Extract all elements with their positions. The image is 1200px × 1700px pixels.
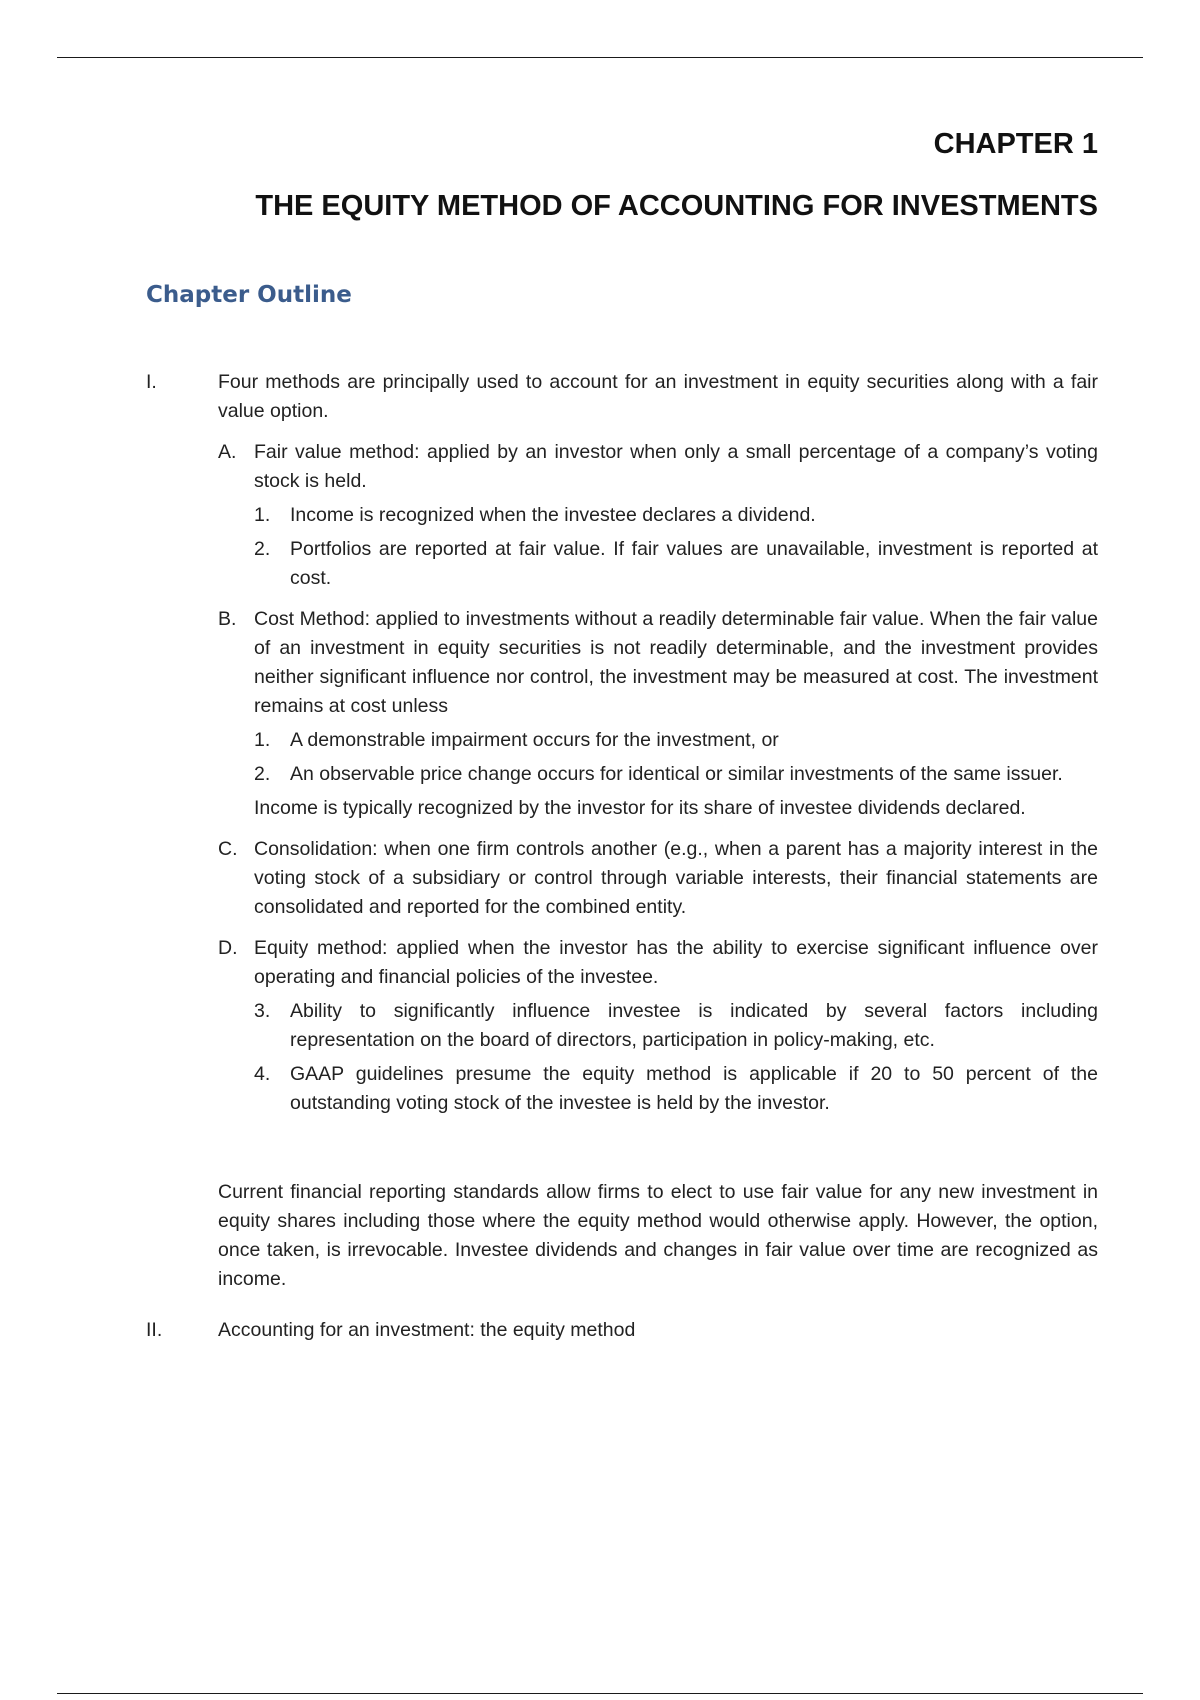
list-item	[254, 997, 1098, 1055]
section-heading-text: Accounting for an investment: the equity method	[218, 1319, 636, 1341]
chapter-outline	[146, 368, 1098, 1345]
list-item	[254, 760, 1098, 789]
roman-numeral: II.	[146, 1319, 163, 1341]
list-item-label: 4.	[254, 1063, 271, 1085]
list-item-text: GAAP guidelines presume the equity method is applicable if 20 to 50 percent of the outstanding voting stock of the investee is held by the investor.	[290, 1063, 1098, 1114]
top-rule	[57, 57, 1143, 58]
list-item	[254, 1060, 1098, 1118]
list-item-text: A demonstrable impairment occurs for the investment, or	[290, 729, 779, 751]
item-text: Consolidation: when one firm controls another (e.g., when a parent has a majority interest in the voting stock of a subsidiary or control through variable interests, their financial statements are consolidated and reported for the combined entity.	[254, 838, 1098, 918]
roman-numeral: I.	[146, 371, 157, 393]
list-item-text: An observable price change occurs for identical or similar investments of the same issuer.	[290, 763, 1063, 785]
outline-item-b	[218, 605, 1098, 823]
list-item-label: 1.	[254, 504, 271, 526]
item-text: Cost Method: applied to investments without a readily determinable fair value. When the fair value of an investment in equity securities is not readily determinable, and the investment provides neither significant influence nor control, the investment may be measured at cost. The investment remains at cost unless	[254, 608, 1098, 717]
section-intro: Four methods are principally used to account for an investment in equity securities along with a fair value option.	[218, 371, 1098, 422]
chapter-label: CHAPTER 1	[933, 128, 1098, 160]
item-label: A.	[218, 441, 237, 463]
outline-item-c	[218, 835, 1098, 922]
outline-section-1	[146, 368, 1098, 1294]
item-label: B.	[218, 608, 237, 630]
item-label: C.	[218, 838, 238, 860]
list-item-text: Portfolios are reported at fair value. If fair values are unavailable, investment is reported at cost.	[290, 538, 1098, 589]
outline-section-2	[146, 1316, 1098, 1345]
list-item	[254, 535, 1098, 593]
outline-item-a	[218, 438, 1098, 593]
list-item-label: 1.	[254, 729, 271, 751]
item-note: Income is typically recognized by the investor for its share of investee dividends declared.	[254, 797, 1026, 819]
list-item	[254, 726, 1098, 755]
item-label: D.	[218, 937, 238, 959]
outline-heading: Chapter Outline	[146, 282, 352, 308]
list-item-label: 2.	[254, 538, 271, 560]
list-item-label: 2.	[254, 763, 271, 785]
bottom-rule	[57, 1693, 1143, 1694]
list-item	[254, 501, 1098, 530]
item-text: Equity method: applied when the investor has the ability to exercise significant influence over operating and financial policies of the investee.	[254, 937, 1098, 988]
chapter-title: THE EQUITY METHOD OF ACCOUNTING FOR INVESTMENTS	[255, 190, 1098, 222]
item-text: Fair value method: applied by an investor when only a small percentage of a company’s voting stock is held.	[254, 441, 1098, 492]
list-item-label: 3.	[254, 1000, 271, 1022]
closing-paragraph: Current financial reporting standards allow firms to elect to use fair value for any new investment in equity shares including those where the equity method would otherwise apply. However, the option, once taken, is irrevocable. Investee dividends and changes in fair value over time are recognized as income.	[218, 1181, 1098, 1290]
outline-item-d	[218, 934, 1098, 1118]
list-item-text: Income is recognized when the investee declares a dividend.	[290, 504, 816, 526]
list-item-text: Ability to significantly influence investee is indicated by several factors including representation on the board of directors, participation in policy-making, etc.	[290, 1000, 1098, 1051]
